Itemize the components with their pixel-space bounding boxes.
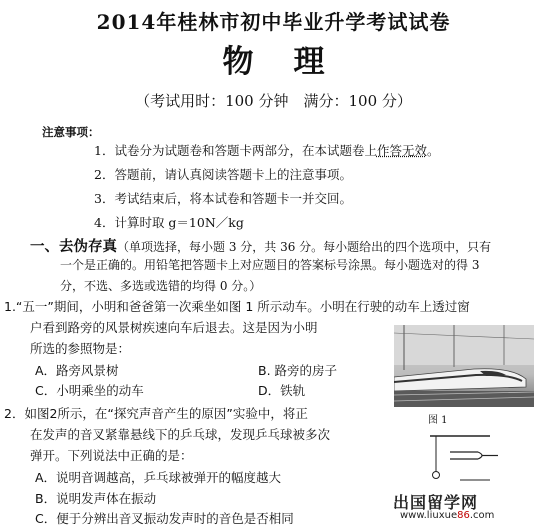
section-heading <box>30 235 491 256</box>
question-1-stem-line: 所选的参照物是： <box>30 341 131 356</box>
question-2-option-a: A．说明音调越高，乒乓球被弹开的幅度越大 <box>35 470 282 485</box>
question-1-option-c: C．小明乘坐的动车 <box>35 383 144 398</box>
note-item: 3．考试结束后，将本试卷和答题卡一并交回。 <box>94 191 352 206</box>
figure-1-caption: 图 1 <box>428 415 448 426</box>
note-item: 4．计算时取 g＝10N／kg <box>94 215 244 230</box>
exam-title: 2014年桂林市初中毕业升学考试试卷 <box>96 10 451 34</box>
dotted-emphasis: 作答无效 <box>376 143 427 158</box>
question-1-option-b: B. 路旁的房子 <box>258 363 338 378</box>
question-1-stem-line: 户看到路旁的风景树疾速向车后退去。这是因为小明 <box>30 320 318 335</box>
question-2-option-b: B．说明发声体在振动 <box>35 491 157 506</box>
watermark-logo: 出国留学网 <box>393 493 479 512</box>
bullet-train-illustration <box>394 325 534 407</box>
note-item: 1．试卷分为试题卷和答题卡两部分，在本试题卷上作答无效。 <box>94 143 440 158</box>
note-item: 2．答题前，请认真阅读答题卡上的注意事项。 <box>94 167 352 182</box>
watermark-url: www.liuxue86.com <box>400 510 495 521</box>
notes-heading: 注意事项： <box>42 125 100 139</box>
exam-meta: （考试用时：100 分钟 满分：100 分） <box>135 92 412 110</box>
question-2-stem-line: 在发声的音叉紧靠悬线下的乒乓球，发现乒乓球被多次 <box>30 427 331 442</box>
question-1-option-a: A．路旁风景树 <box>35 363 119 378</box>
section-title: 一、去伪存真 <box>30 238 117 255</box>
train-photo <box>394 325 534 407</box>
section-instruction-line: 一个是正确的。用铅笔把答题卡上对应题目的答案标号涂黑。每小题选对的得 3 <box>60 258 480 272</box>
question-2-option-c: C．便于分辨出音叉振动发声时的音色是否相同 <box>35 511 294 526</box>
section-instruction-line: 分，不选、多选或选错的均得 0 分。） <box>60 279 262 293</box>
question-1-stem-line: 1.“五一”期间，小明和爸爸第一次乘坐如图 1 所示动车。小明在行驶的动车上透过窗 <box>4 299 470 314</box>
question-2-stem-line: 弹开。下列说法中正确的是： <box>30 448 193 463</box>
tuning-fork-diagram <box>420 432 520 484</box>
subject-title: 物理 <box>222 44 365 80</box>
question-2-stem-line: 2．如图2所示，在“探究声音产生的原因”实验中，将正 <box>4 406 308 421</box>
section-intro: （单项选择，每小题 3 分，共 36 分。每小题给出的四个选项中，只有 <box>117 240 492 254</box>
question-1-option-d: D．铁轨 <box>258 383 306 398</box>
